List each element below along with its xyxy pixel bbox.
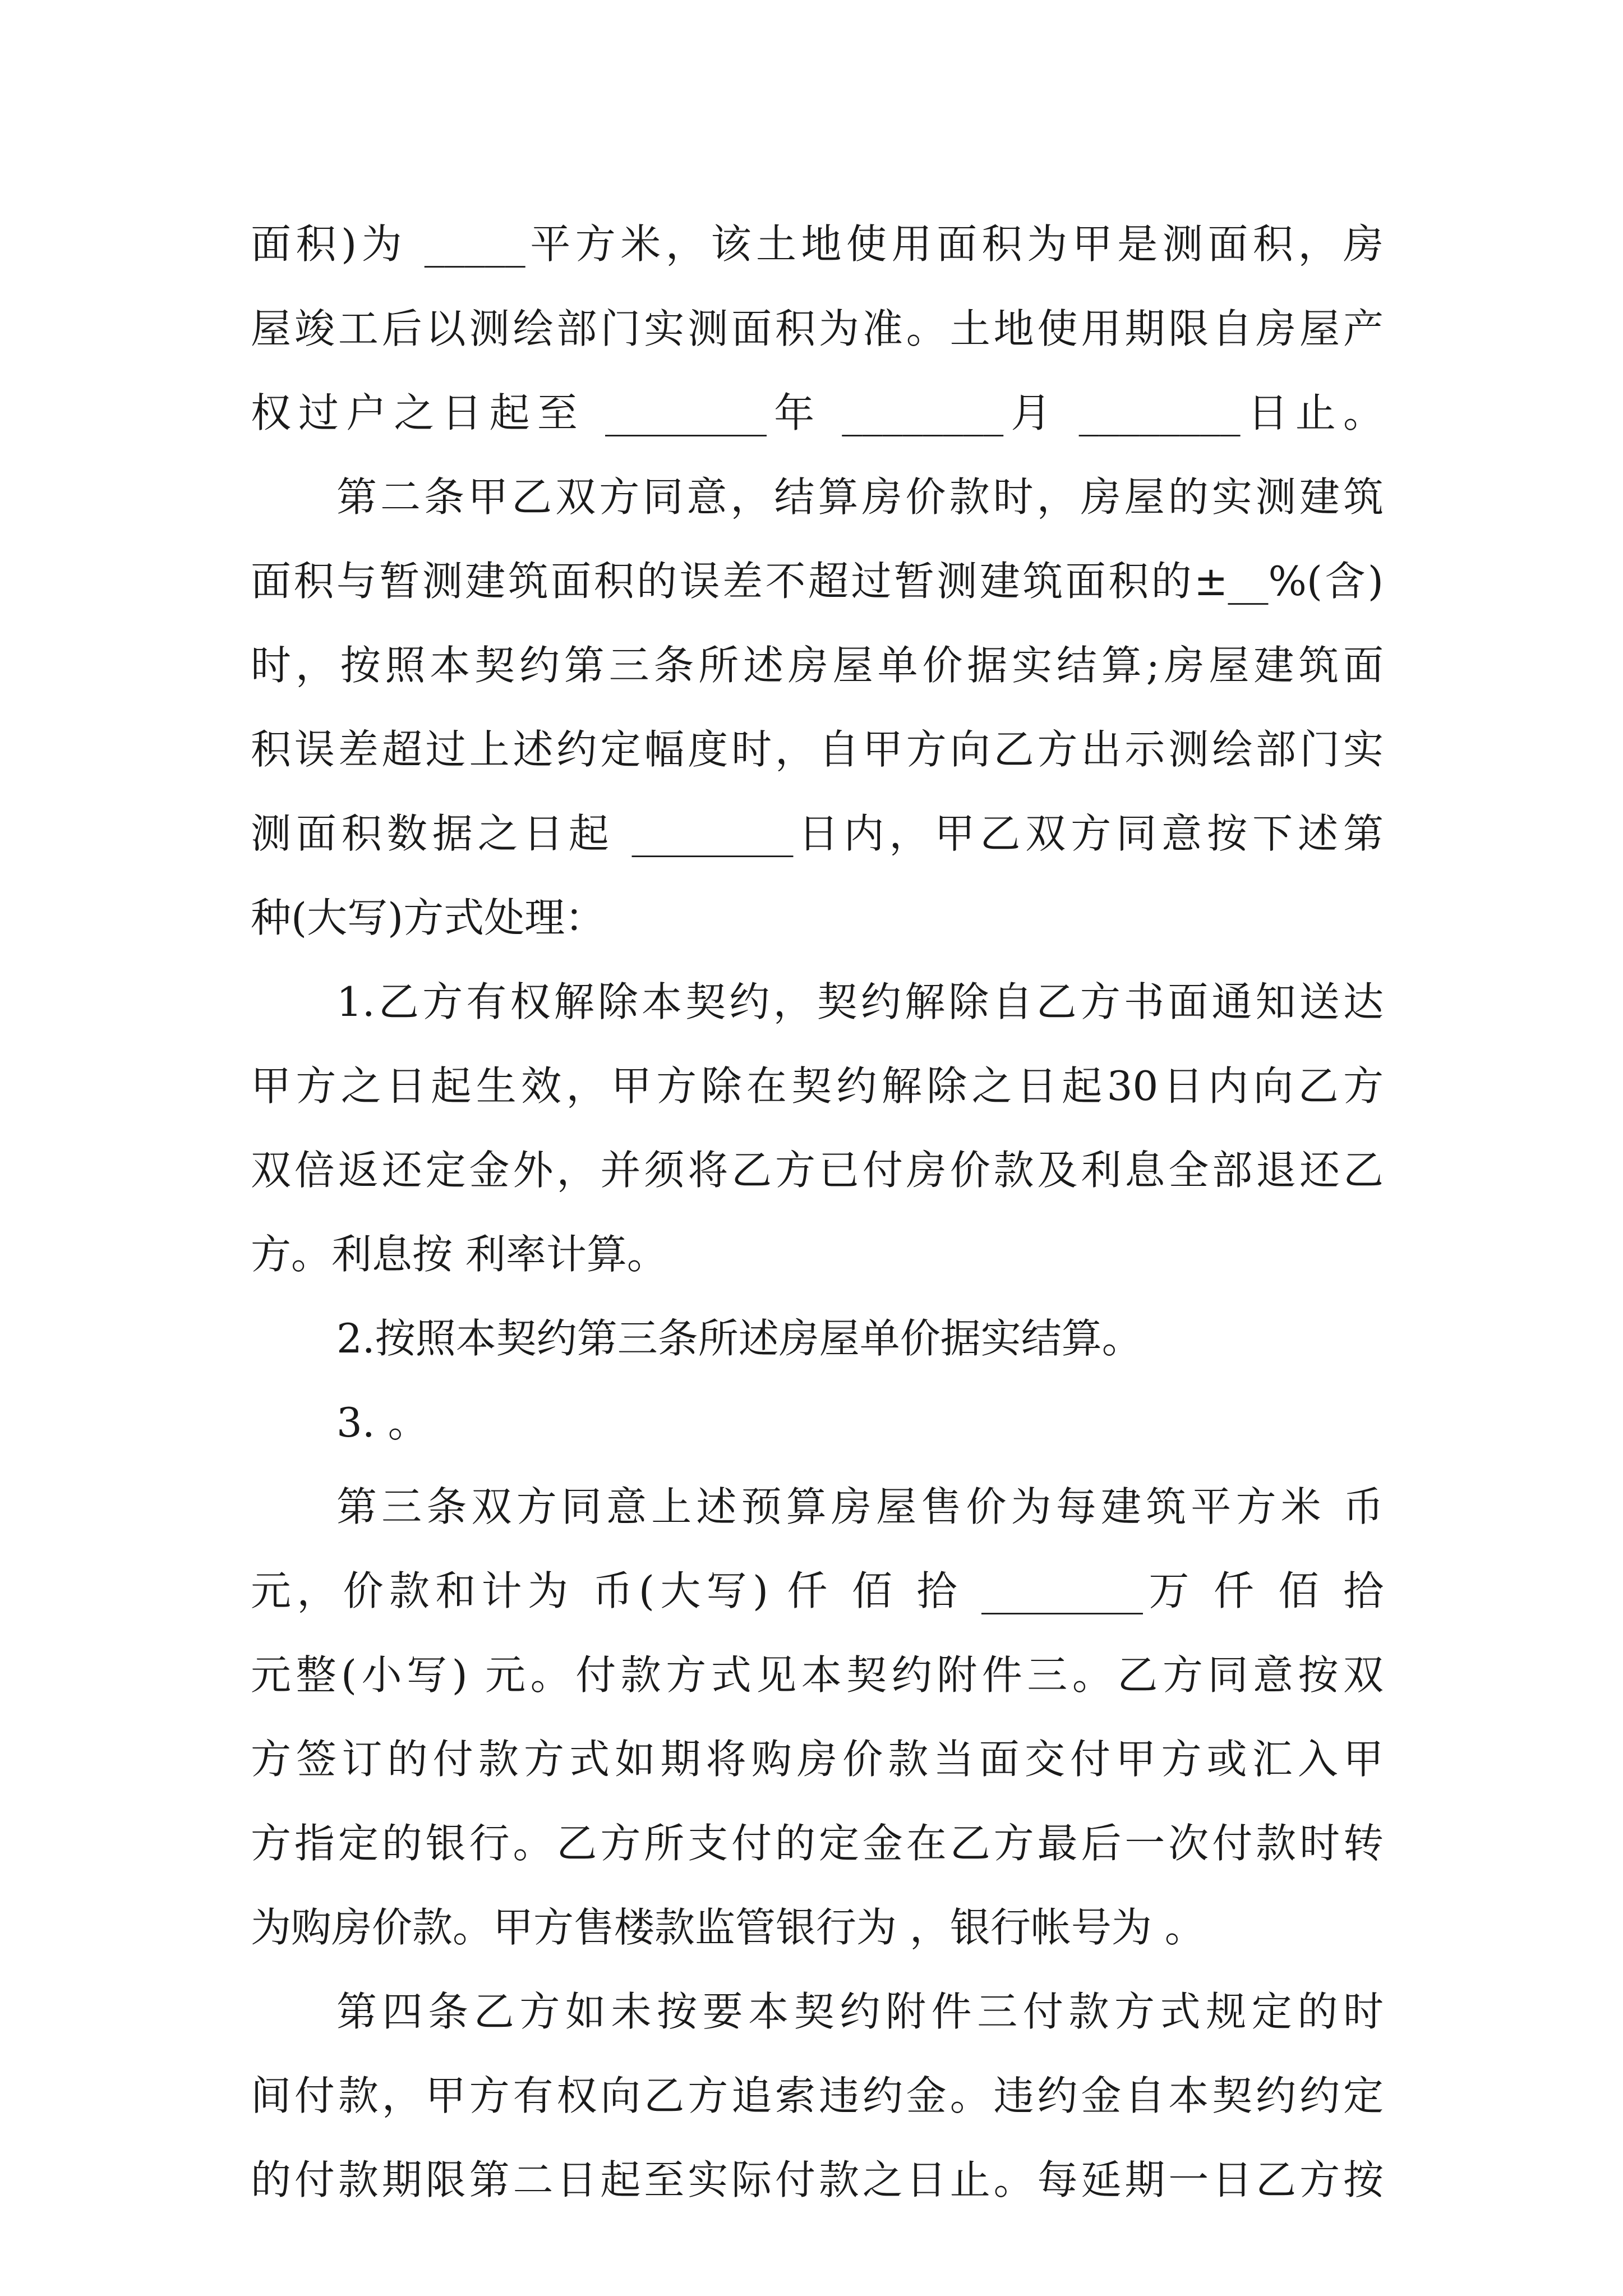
text-line: 元整(小写) 元。付款方式见本契约附件三。乙方同意按双 (251, 1651, 1384, 1699)
text-line: 方指定的银行。乙方所支付的定金在乙方最后一次付款时转 (251, 1820, 1384, 1867)
text-line: 间付款，甲方有权向乙方追索违约金。违约金自本契约约定 (251, 2072, 1384, 2119)
text-line: 第四条乙方如未按要本契约附件三付款方式规定的时 (336, 1988, 1384, 2035)
text-line: 面积)为 _____平方米，该土地使用面积为甲是测面积，房 (251, 220, 1384, 268)
text-line: 方。利息按 利率计算。 (251, 1231, 667, 1278)
text-line: 的付款期限第二日起至实际付款之日止。每延期一日乙方按 (251, 2156, 1384, 2203)
text-line: 面积与暂测建筑面积的误差不超过暂测建筑面积的±__%(含) (251, 558, 1384, 605)
text-line: 权过户之日起至 ________年 ________月 ________日止。 (251, 389, 1384, 436)
text-line: 双倍返还定金外，并须将乙方已付房价款及利息全部退还乙 (251, 1147, 1384, 1194)
text-line: 屋竣工后以测绘部门实测面积为准。土地使用期限自房屋产 (251, 305, 1384, 352)
text-line: 3. 。 (336, 1399, 428, 1446)
text-line: 甲方之日起生效，甲方除在契约解除之日起30日内向乙方 (251, 1062, 1384, 1110)
text-line: 第三条双方同意上述预算房屋售价为每建筑平方米 币 (336, 1483, 1384, 1530)
text-line: 元，价款和计为 币(大写) 仟 佰 拾 ________万 仟 佰 拾 (251, 1567, 1384, 1614)
text-line: 2.按照本契约第三条所述房屋单价据实结算。 (336, 1315, 1142, 1362)
text-line: 时，按照本契约第三条所述房屋单价据实结算;房屋建筑面 (251, 642, 1384, 689)
text-line: 1.乙方有权解除本契约，契约解除自乙方书面通知送达 (336, 978, 1384, 1025)
text-line: 为购房价款。甲方售楼款监管银行为 ，银行帐号为 。 (251, 1904, 1205, 1951)
text-line: 种(大写)方式处理： (251, 894, 606, 941)
text-line: 积误差超过上述约定幅度时，自甲方向乙方出示测绘部门实 (251, 726, 1384, 773)
text-line: 方签订的付款方式如期将购房价款当面交付甲方或汇入甲 (251, 1736, 1384, 1783)
text-line: 第二条甲乙双方同意，结算房价款时，房屋的实测建筑 (336, 473, 1384, 521)
text-line: 测面积数据之日起 ________日内，甲乙双方同意按下述第 (251, 810, 1384, 857)
